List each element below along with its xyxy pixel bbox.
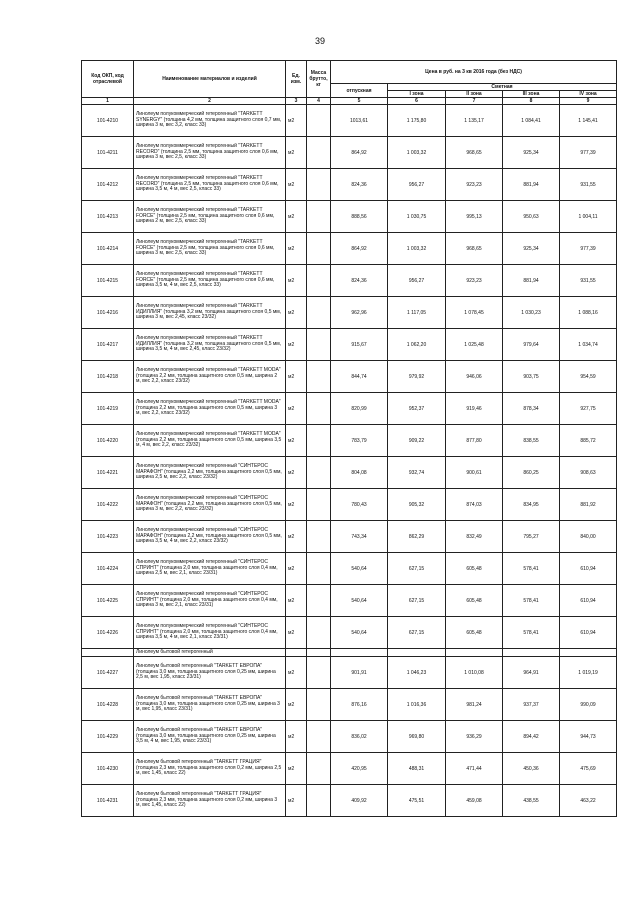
cell-name: Линолеум бытовой гетерогенный "TARKETT ЕВРОПА" (толщина 3,0 мм, толщина защитного слоя 0,25 мм, ширина 2,5 м, вес 1,95, класс 23/31) xyxy=(134,657,286,689)
cell-price-release: 780,43 xyxy=(331,489,388,521)
cell-price-zone-1: 1 003,32 xyxy=(388,137,446,169)
cell-price-zone-1: 979,92 xyxy=(388,361,446,393)
cell-price xyxy=(560,649,617,657)
cell-unit: м2 xyxy=(286,297,307,329)
cell-price-zone-3: 903,75 xyxy=(503,361,560,393)
cell-unit: м2 xyxy=(286,393,307,425)
header-zone-2: II зона xyxy=(446,91,503,98)
cell-mass xyxy=(307,553,331,585)
cell-code xyxy=(82,649,134,657)
cell-price xyxy=(331,649,388,657)
cell-price-zone-4: 944,73 xyxy=(560,721,617,753)
cell-price-release: 901,91 xyxy=(331,657,388,689)
cell-price-zone-3: 881,94 xyxy=(503,169,560,201)
cell-code: 101-4221 xyxy=(82,457,134,489)
cell-name: Линолеум бытовой гетерогенный "TARKETT ГРАЦИЯ" (толщина 2,3 мм, толщина защитного слоя 0,2 мм, ширина 3 м, вес 1,45, класс 22) xyxy=(134,785,286,817)
cell-price-zone-4: 840,00 xyxy=(560,521,617,553)
cell-price-release: 824,36 xyxy=(331,265,388,297)
cell-unit: м2 xyxy=(286,553,307,585)
table-row xyxy=(82,489,617,521)
col-number: 4 xyxy=(307,98,331,105)
cell-price xyxy=(388,649,446,657)
cell-price-zone-1: 956,27 xyxy=(388,265,446,297)
cell-mass xyxy=(307,201,331,233)
cell-price-release: 876,16 xyxy=(331,689,388,721)
cell-code: 101-4218 xyxy=(82,361,134,393)
header-name: Наименование материалов и изделий xyxy=(134,61,286,98)
table-row xyxy=(82,265,617,297)
cell-price-release: 844,74 xyxy=(331,361,388,393)
cell-unit: м2 xyxy=(286,753,307,785)
cell-code: 101-4213 xyxy=(82,201,134,233)
cell-price-zone-1: 952,37 xyxy=(388,393,446,425)
cell-price-zone-1: 627,15 xyxy=(388,585,446,617)
cell-unit: м2 xyxy=(286,721,307,753)
cell-code: 101-4224 xyxy=(82,553,134,585)
cell-mass xyxy=(307,521,331,553)
cell-name: Линолеум полукоммерческий гетерогенный "TARKETT MODA" (толщина 2,2 мм, толщина защитного слоя 0,5 мм, ширина 2 м, вес 2,2, класс 23/32) xyxy=(134,361,286,393)
cell-price-zone-1: 909,22 xyxy=(388,425,446,457)
cell-price-zone-4: 977,39 xyxy=(560,233,617,265)
cell-code: 101-4217 xyxy=(82,329,134,361)
section-title: Линолеум бытовой гетерогенный xyxy=(134,649,286,657)
col-number: 5 xyxy=(331,98,388,105)
table-row xyxy=(82,553,617,585)
table-row xyxy=(82,521,617,553)
cell-price-zone-4: 931,55 xyxy=(560,265,617,297)
cell-price-zone-4: 931,55 xyxy=(560,169,617,201)
cell-price-zone-3: 860,25 xyxy=(503,457,560,489)
table-row xyxy=(82,169,617,201)
header-code: Код ОКП, код отраслевой xyxy=(82,61,134,98)
cell-unit: м2 xyxy=(286,329,307,361)
cell-price-zone-3: 964,91 xyxy=(503,657,560,689)
cell-price-zone-4: 1 088,16 xyxy=(560,297,617,329)
cell-mass xyxy=(307,649,331,657)
cell-price-zone-2: 923,23 xyxy=(446,169,503,201)
cell-mass xyxy=(307,457,331,489)
cell-price-zone-3: 925,34 xyxy=(503,137,560,169)
cell-mass xyxy=(307,361,331,393)
cell-name: Линолеум полукоммерческий гетерогенный "СИНТЕРОС МАРАФОН" (толщина 2,2 мм, толщина защитного слоя 0,5 мм, ширина 3 м, вес 2,2, класс 23/32) xyxy=(134,489,286,521)
cell-price-zone-3: 450,36 xyxy=(503,753,560,785)
cell-mass xyxy=(307,297,331,329)
cell-price-zone-3: 838,55 xyxy=(503,425,560,457)
col-number: 6 xyxy=(388,98,446,105)
cell-mass xyxy=(307,265,331,297)
page-number: 39 xyxy=(314,36,325,46)
cell-code: 101-4211 xyxy=(82,137,134,169)
cell-price-zone-4: 1 145,41 xyxy=(560,105,617,137)
cell-code: 101-4219 xyxy=(82,393,134,425)
cell-mass xyxy=(307,137,331,169)
table-row xyxy=(82,137,617,169)
col-number: 9 xyxy=(560,98,617,105)
cell-price-zone-2: 1 135,17 xyxy=(446,105,503,137)
cell-name: Линолеум полукоммерческий гетерогенный "TARKETT SYNERGY" (толщина 4,2 мм, толщина защитного слоя 0,7 мм, ширина 3 м, вес 3,2, класс 33) xyxy=(134,105,286,137)
cell-price-zone-1: 956,27 xyxy=(388,169,446,201)
cell-name: Линолеум бытовой гетерогенный "TARKETT ГРАЦИЯ" (толщина 2,3 мм, толщина защитного слоя 0,2 мм, ширина 2,5 м, вес 1,45, класс 22) xyxy=(134,753,286,785)
cell-unit: м2 xyxy=(286,361,307,393)
cell-price-release: 804,08 xyxy=(331,457,388,489)
cell-price-zone-4: 990,09 xyxy=(560,689,617,721)
cell-price-zone-1: 932,74 xyxy=(388,457,446,489)
cell-name: Линолеум полукоммерческий гетерогенный "TARKETT ИДИЛЛИЯ" (толщина 3,2 мм, толщина защитного слоя 0,5 мм, ширина 3,5 м, 4 м, вес 2,45, класс 23/32) xyxy=(134,329,286,361)
cell-code: 101-4216 xyxy=(82,297,134,329)
cell-unit: м2 xyxy=(286,457,307,489)
cell-price-zone-1: 1 016,36 xyxy=(388,689,446,721)
cell-price-zone-3: 578,41 xyxy=(503,585,560,617)
cell-price-zone-2: 995,13 xyxy=(446,201,503,233)
table-body xyxy=(82,105,617,817)
cell-mass xyxy=(307,753,331,785)
table-row xyxy=(82,425,617,457)
cell-price-release: 864,92 xyxy=(331,137,388,169)
cell-price-release: 836,02 xyxy=(331,721,388,753)
cell-name: Линолеум полукоммерческий гетерогенный "TARKETT ИДИЛЛИЯ" (толщина 3,2 мм, толщина защитного слоя 0,5 мм, ширина 3 м, вес 2,45, класс 23/32) xyxy=(134,297,286,329)
cell-price-zone-4: 881,92 xyxy=(560,489,617,521)
cell-price-zone-1: 475,51 xyxy=(388,785,446,817)
cell-mass xyxy=(307,785,331,817)
cell-price-zone-4: 610,94 xyxy=(560,585,617,617)
cell-unit: м2 xyxy=(286,105,307,137)
col-number: 3 xyxy=(286,98,307,105)
cell-code: 101-4215 xyxy=(82,265,134,297)
cell-name: Линолеум полукоммерческий гетерогенный "TARKETT RECORD" (толщина 2,5 мм, толщина защитного слоя 0,6 мм, ширина 3 м, вес 2,5, класс 33) xyxy=(134,137,286,169)
cell-mass xyxy=(307,105,331,137)
cell-mass xyxy=(307,329,331,361)
cell-price-zone-1: 488,31 xyxy=(388,753,446,785)
cell-code: 101-4227 xyxy=(82,657,134,689)
cell-unit xyxy=(286,649,307,657)
cell-price-zone-2: 968,65 xyxy=(446,233,503,265)
cell-price-zone-2: 981,24 xyxy=(446,689,503,721)
cell-mass xyxy=(307,657,331,689)
table-row xyxy=(82,753,617,785)
cell-mass xyxy=(307,169,331,201)
price-table xyxy=(81,60,617,817)
cell-price-zone-2: 832,49 xyxy=(446,521,503,553)
cell-price-zone-1: 1 030,75 xyxy=(388,201,446,233)
cell-unit: м2 xyxy=(286,617,307,649)
cell-unit: м2 xyxy=(286,585,307,617)
cell-code: 101-4230 xyxy=(82,753,134,785)
cell-price-zone-4: 610,94 xyxy=(560,617,617,649)
cell-price-zone-2: 946,06 xyxy=(446,361,503,393)
cell-price xyxy=(446,649,503,657)
cell-unit: м2 xyxy=(286,689,307,721)
cell-price-zone-1: 627,15 xyxy=(388,553,446,585)
cell-price-zone-4: 977,39 xyxy=(560,137,617,169)
cell-price-zone-2: 459,08 xyxy=(446,785,503,817)
cell-price-release: 783,79 xyxy=(331,425,388,457)
cell-price-release: 420,95 xyxy=(331,753,388,785)
cell-price-zone-2: 471,44 xyxy=(446,753,503,785)
header-mass: Масса брутто, кг xyxy=(307,61,331,98)
cell-price-zone-2: 605,48 xyxy=(446,553,503,585)
cell-unit: м2 xyxy=(286,489,307,521)
cell-price-zone-2: 919,46 xyxy=(446,393,503,425)
cell-price-zone-4: 885,72 xyxy=(560,425,617,457)
cell-price-zone-2: 877,80 xyxy=(446,425,503,457)
cell-price-zone-2: 605,48 xyxy=(446,617,503,649)
cell-unit: м2 xyxy=(286,521,307,553)
cell-price-zone-3: 834,95 xyxy=(503,489,560,521)
header-unit: Ед. изм. xyxy=(286,61,307,98)
table-row xyxy=(82,457,617,489)
header-zone-4: IV зона xyxy=(560,91,617,98)
cell-price-release: 540,64 xyxy=(331,553,388,585)
cell-price-release: 1013,61 xyxy=(331,105,388,137)
cell-unit: м2 xyxy=(286,233,307,265)
cell-price-release: 864,92 xyxy=(331,233,388,265)
cell-name: Линолеум полукоммерческий гетерогенный "СИНТЕРОС СПРИНТ" (толщина 2,0 мм, толщина защитного слоя 0,4 мм, ширина 3,5 м, 4 м, вес 2,1, класс 23/31) xyxy=(134,617,286,649)
table-row xyxy=(82,201,617,233)
cell-price-zone-2: 1 078,45 xyxy=(446,297,503,329)
cell-name: Линолеум полукоммерческий гетерогенный "TARKETT RECORD" (толщина 2,5 мм, толщина защитного слоя 0,6 мм, ширина 3,5 м, 4 м, вес 2,5, класс 33) xyxy=(134,169,286,201)
cell-price-zone-4: 475,69 xyxy=(560,753,617,785)
col-number: 2 xyxy=(134,98,286,105)
header-zone-1: I зона xyxy=(388,91,446,98)
cell-name: Линолеум бытовой гетерогенный "TARKETT ЕВРОПА" (толщина 3,0 мм, толщина защитного слоя 0,25 мм, ширина 3 м, вес 1,95, класс 23/31) xyxy=(134,689,286,721)
cell-price-zone-2: 936,29 xyxy=(446,721,503,753)
cell-name: Линолеум полукоммерческий гетерогенный "СИНТЕРОС СПРИНТ" (толщина 2,0 мм, толщина защитного слоя 0,4 мм, ширина 3 м, вес 2,1, класс 23/31) xyxy=(134,585,286,617)
cell-unit: м2 xyxy=(286,785,307,817)
table-row xyxy=(82,721,617,753)
cell-price-zone-3: 578,41 xyxy=(503,617,560,649)
cell-price-zone-4: 927,75 xyxy=(560,393,617,425)
cell-name: Линолеум полукоммерческий гетерогенный "TARKETT FORCE" (толщина 2,5 мм, толщина защитного слоя 0,6 мм, ширина 3 м, вес 2,5, класс 33) xyxy=(134,233,286,265)
cell-unit: м2 xyxy=(286,169,307,201)
cell-mass xyxy=(307,689,331,721)
table-row xyxy=(82,617,617,649)
cell-price-zone-3: 1 084,41 xyxy=(503,105,560,137)
cell-price-zone-4: 1 034,74 xyxy=(560,329,617,361)
cell-unit: м2 xyxy=(286,137,307,169)
cell-mass xyxy=(307,617,331,649)
cell-price-zone-3: 795,27 xyxy=(503,521,560,553)
col-number: 7 xyxy=(446,98,503,105)
header-estimate: Сметная xyxy=(388,84,617,91)
cell-mass xyxy=(307,393,331,425)
cell-price-release: 540,64 xyxy=(331,617,388,649)
cell-code: 101-4231 xyxy=(82,785,134,817)
cell-code: 101-4226 xyxy=(82,617,134,649)
header-release: отпускная xyxy=(331,84,388,98)
cell-price-zone-2: 1 025,48 xyxy=(446,329,503,361)
cell-name: Линолеум полукоммерческий гетерогенный "СИНТЕРОС СПРИНТ" (толщина 2,0 мм, толщина защитного слоя 0,4 мм, ширина 2,5 м, вес 2,1, класс 23/31) xyxy=(134,553,286,585)
table-row xyxy=(82,585,617,617)
cell-price xyxy=(503,649,560,657)
cell-price-zone-3: 438,55 xyxy=(503,785,560,817)
header-price-group: Цена в руб. на 3 кв 2016 года (без НДС) xyxy=(331,61,617,84)
cell-price-zone-4: 954,59 xyxy=(560,361,617,393)
cell-price-zone-3: 881,94 xyxy=(503,265,560,297)
cell-price-zone-1: 905,32 xyxy=(388,489,446,521)
table-row xyxy=(82,785,617,817)
cell-price-zone-1: 1 117,05 xyxy=(388,297,446,329)
cell-price-zone-1: 1 062,20 xyxy=(388,329,446,361)
cell-mass xyxy=(307,233,331,265)
table-row xyxy=(82,105,617,137)
cell-code: 101-4229 xyxy=(82,721,134,753)
cell-price-release: 888,56 xyxy=(331,201,388,233)
cell-price-zone-1: 1 046,23 xyxy=(388,657,446,689)
cell-name: Линолеум бытовой гетерогенный "TARKETT ЕВРОПА" (толщина 3,0 мм, толщина защитного слоя 0,25 мм, ширина 3,5 м, 4 м, вес 1,95, класс 23/31) xyxy=(134,721,286,753)
table-row xyxy=(82,329,617,361)
cell-price-zone-1: 1 003,32 xyxy=(388,233,446,265)
table-row xyxy=(82,233,617,265)
cell-price-zone-3: 937,37 xyxy=(503,689,560,721)
cell-price-release: 409,92 xyxy=(331,785,388,817)
cell-code: 101-4222 xyxy=(82,489,134,521)
cell-price-zone-4: 1 004,11 xyxy=(560,201,617,233)
section-row xyxy=(82,649,617,657)
cell-price-zone-3: 578,41 xyxy=(503,553,560,585)
cell-price-zone-2: 1 010,08 xyxy=(446,657,503,689)
table-header xyxy=(82,61,617,105)
cell-price-release: 915,67 xyxy=(331,329,388,361)
cell-name: Линолеум полукоммерческий гетерогенный "TARKETT MODA" (толщина 2,2 мм, толщина защитного слоя 0,5 мм, ширина 3,5 м, 4 м, вес 2,2, класс 23/32) xyxy=(134,425,286,457)
cell-price-release: 743,34 xyxy=(331,521,388,553)
cell-price-zone-3: 925,34 xyxy=(503,233,560,265)
cell-price-release: 962,96 xyxy=(331,297,388,329)
cell-price-zone-2: 900,61 xyxy=(446,457,503,489)
cell-mass xyxy=(307,721,331,753)
col-number: 1 xyxy=(82,98,134,105)
table-row xyxy=(82,297,617,329)
cell-price-zone-1: 1 175,80 xyxy=(388,105,446,137)
cell-price-zone-4: 463,22 xyxy=(560,785,617,817)
cell-price-zone-3: 950,63 xyxy=(503,201,560,233)
cell-price-zone-2: 605,48 xyxy=(446,585,503,617)
cell-price-zone-3: 1 030,23 xyxy=(503,297,560,329)
header-zone-3: III зона xyxy=(503,91,560,98)
cell-price-zone-3: 894,42 xyxy=(503,721,560,753)
cell-price-release: 820,99 xyxy=(331,393,388,425)
cell-name: Линолеум полукоммерческий гетерогенный "СИНТЕРОС МАРАФОН" (толщина 2,2 мм, толщина защитного слоя 0,5 мм, ширина 2,5 м, вес 2,2, класс 23/32) xyxy=(134,457,286,489)
cell-mass xyxy=(307,489,331,521)
cell-price-zone-2: 874,03 xyxy=(446,489,503,521)
cell-unit: м2 xyxy=(286,201,307,233)
cell-price-zone-4: 1 019,19 xyxy=(560,657,617,689)
table-row xyxy=(82,393,617,425)
cell-unit: м2 xyxy=(286,425,307,457)
cell-name: Линолеум полукоммерческий гетерогенный "TARKETT FORCE" (толщина 2,5 мм, толщина защитного слоя 0,6 мм, ширина 2 м, вес 2,5, класс 33) xyxy=(134,201,286,233)
cell-name: Линолеум полукоммерческий гетерогенный "TARKETT MODA" (толщина 2,2 мм, толщина защитного слоя 0,5 мм, ширина 3 м, вес 2,2, класс 23/32) xyxy=(134,393,286,425)
cell-mass xyxy=(307,585,331,617)
cell-price-release: 824,36 xyxy=(331,169,388,201)
table-row xyxy=(82,657,617,689)
cell-price-zone-1: 627,15 xyxy=(388,617,446,649)
cell-unit: м2 xyxy=(286,657,307,689)
cell-code: 101-4223 xyxy=(82,521,134,553)
cell-code: 101-4214 xyxy=(82,233,134,265)
cell-price-zone-3: 878,34 xyxy=(503,393,560,425)
cell-price-zone-1: 862,29 xyxy=(388,521,446,553)
cell-price-zone-3: 979,64 xyxy=(503,329,560,361)
cell-name: Линолеум полукоммерческий гетерогенный "TARKETT FORCE" (толщина 2,5 мм, толщина защитного слоя 0,6 мм, ширина 3,5 м, 4 м, вес 2,5, класс 33) xyxy=(134,265,286,297)
cell-price-zone-2: 968,65 xyxy=(446,137,503,169)
cell-price-zone-1: 969,80 xyxy=(388,721,446,753)
cell-price-zone-2: 923,23 xyxy=(446,265,503,297)
cell-name: Линолеум полукоммерческий гетерогенный "СИНТЕРОС МАРАФОН" (толщина 2,2 мм, толщина защитного слоя 0,5 мм, ширина 3,5 м, 4 м, вес 2,2, класс 23/32) xyxy=(134,521,286,553)
cell-code: 101-4210 xyxy=(82,105,134,137)
table-row xyxy=(82,689,617,721)
cell-price-zone-4: 908,63 xyxy=(560,457,617,489)
cell-price-zone-4: 610,94 xyxy=(560,553,617,585)
col-number: 8 xyxy=(503,98,560,105)
cell-unit: м2 xyxy=(286,265,307,297)
cell-code: 101-4212 xyxy=(82,169,134,201)
cell-code: 101-4228 xyxy=(82,689,134,721)
cell-code: 101-4225 xyxy=(82,585,134,617)
cell-price-release: 540,64 xyxy=(331,585,388,617)
cell-mass xyxy=(307,425,331,457)
table-row xyxy=(82,361,617,393)
cell-code: 101-4220 xyxy=(82,425,134,457)
